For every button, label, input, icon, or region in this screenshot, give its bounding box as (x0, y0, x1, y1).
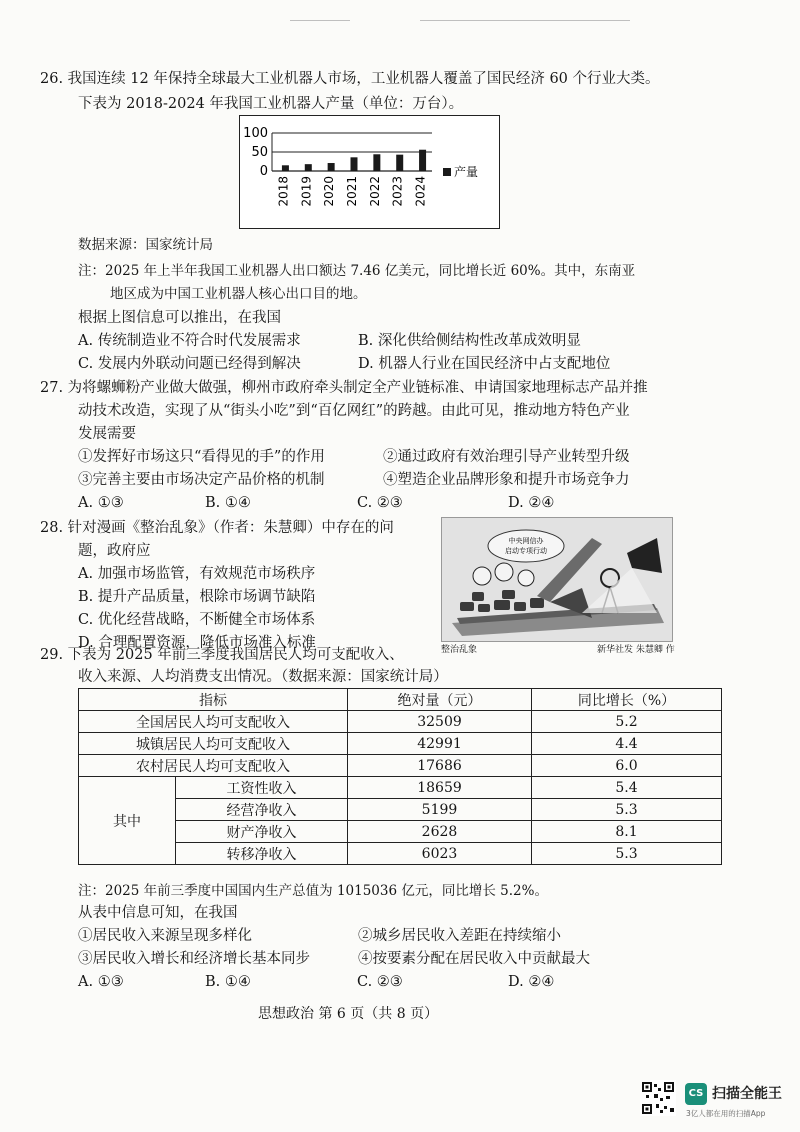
scan-edge-line (290, 20, 350, 21)
q29-line1: 29. 下表为 2025 年前三季度我国居民人均可支配收入、 (40, 647, 404, 663)
row-label: 全国居民人均可支配收入 (79, 711, 348, 733)
q26-stem: 根据上图信息可以推出，在我国 (78, 310, 281, 326)
q26-option-b[interactable]: B. 深化供给侧结构性改革成效明显 (358, 333, 581, 349)
table-row (79, 755, 722, 777)
cartoon-caption-right: 新华社发 朱慧卿 作 (597, 645, 675, 655)
camscanner-logo-icon: CS (685, 1083, 707, 1105)
q26-note-line1: 注：2025 年上半年我国工业机器人出口额达 7.46 亿美元，同比增长近 60%。其中，东南亚 (78, 263, 636, 279)
production-bar-chart (239, 115, 500, 229)
q27-line1: 27. 为将螺蛳粉产业做大做强，柳州市政府牵头制定全产业链标准、申请国家地理标志产品并推 (40, 380, 648, 396)
row-amount: 6023 (348, 843, 532, 865)
q29-option-a[interactable]: A. ①③ (78, 974, 124, 990)
q27-option-d[interactable]: D. ②④ (508, 495, 555, 511)
x-tick-label: 2021 (345, 176, 359, 207)
row-amount: 5199 (348, 799, 532, 821)
row-growth: 6.0 (532, 755, 722, 777)
row-label: 财产净收入 (176, 821, 348, 843)
q28-option-c[interactable]: C. 优化经营战略，不断健全市场体系 (78, 612, 316, 628)
bar-2020 (328, 163, 335, 171)
q29-item-4: ④按要素分配在居民收入中贡献最大 (358, 951, 590, 967)
row-label: 转移净收入 (176, 843, 348, 865)
q26-source: 数据来源：国家统计局 (78, 237, 213, 253)
table-row (79, 711, 722, 733)
q27-item-1: ①发挥好市场这只“看得见的手”的作用 (78, 449, 325, 465)
watermark-brand: 扫描全能王 (712, 1086, 782, 1102)
y-tick-label: 100 (243, 126, 268, 141)
cartoon-image (441, 517, 673, 642)
table-row (79, 843, 722, 865)
q29-option-d[interactable]: D. ②④ (508, 974, 555, 990)
x-tick-label: 2023 (390, 176, 405, 207)
q26-line2: 下表为 2018-2024 年我国工业机器人产量（单位：万台）。 (78, 96, 464, 112)
bar-2022 (373, 154, 380, 171)
row-growth: 4.4 (532, 733, 722, 755)
row-amount: 18659 (348, 777, 532, 799)
x-tick-label: 2022 (367, 176, 382, 207)
q29-stem: 从表中信息可知，在我国 (78, 905, 238, 921)
header-amount: 绝对量（元） (348, 689, 532, 711)
q29-option-c[interactable]: C. ②③ (357, 974, 403, 990)
income-table (78, 688, 722, 865)
cartoon-caption-left: 整治乱象 (441, 645, 478, 655)
q27-option-b[interactable]: B. ①④ (205, 495, 251, 511)
q26-note-line2: 地区成为中国工业机器人核心出口目的地。 (110, 286, 367, 302)
q27-item-2: ②通过政府有效治理引导产业转型升级 (383, 449, 630, 465)
q26-option-a[interactable]: A. 传统制造业不符合时代发展需求 (78, 333, 301, 349)
row-label: 经营净收入 (176, 799, 348, 821)
bar-2018 (282, 165, 289, 171)
row-label: 农村居民人均可支配收入 (79, 755, 348, 777)
table-row (79, 733, 722, 755)
row-growth: 5.3 (532, 799, 722, 821)
q29-item-2: ②城乡居民收入差距在持续缩小 (358, 928, 561, 944)
row-amount: 42991 (348, 733, 532, 755)
x-tick-label: 2019 (299, 176, 314, 207)
y-tick-label: 50 (251, 145, 268, 160)
row-amount: 17686 (348, 755, 532, 777)
page-footer: 思想政治 第 6 页（共 8 页） (258, 1006, 439, 1022)
q27-line2: 动技术改造，实现了从“街头小吃”到“百亿网红”的跨越。由此可见，推动地方特色产业 (78, 403, 630, 419)
q27-option-a[interactable]: A. ①③ (78, 495, 124, 511)
q28-line2: 题，政府应 (78, 543, 151, 559)
q27-item-4: ④塑造企业品牌形象和提升市场竞争力 (383, 472, 630, 488)
header-growth: 同比增长（%） (532, 689, 722, 711)
bar-2024 (419, 150, 426, 171)
x-tick-label: 2018 (276, 176, 291, 207)
q28-option-d[interactable]: D. 合理配置资源，降低市场准入标准 (78, 635, 316, 651)
chart-svg (240, 116, 499, 228)
header-indicator: 指标 (79, 689, 348, 711)
row-label: 城镇居民人均可支配收入 (79, 733, 348, 755)
q29-line2: 收入来源、人均消费支出情况。（数据来源：国家统计局） (78, 669, 448, 685)
row-growth: 5.3 (532, 843, 722, 865)
row-amount: 32509 (348, 711, 532, 733)
q29-item-1: ①居民收入来源呈现多样化 (78, 928, 252, 944)
watermark-subtitle: 3亿人都在用的扫描App (686, 1109, 766, 1118)
row-growth: 5.2 (532, 711, 722, 733)
bar-2019 (305, 164, 312, 171)
cartoon-illustration (442, 518, 672, 641)
q28-line1: 28. 针对漫画《整治乱象》（作者：朱慧卿）中存在的问 (40, 520, 394, 536)
table-row (79, 821, 722, 843)
q29-option-b[interactable]: B. ①④ (205, 974, 251, 990)
bar-2023 (396, 155, 403, 171)
row-growth: 5.4 (532, 777, 722, 799)
q29-note: 注：2025 年前三季度中国国内生产总值为 1015036 亿元，同比增长 5.2%。 (78, 883, 548, 899)
q26-option-d[interactable]: D. 机器人行业在国民经济中占支配地位 (358, 356, 611, 372)
table-row (79, 799, 722, 821)
q27-option-c[interactable]: C. ②③ (357, 495, 403, 511)
x-tick-label: 2020 (322, 176, 337, 207)
x-tick-label: 2024 (413, 176, 428, 207)
q28-option-b[interactable]: B. 提升产品质量，根除市场调节缺陷 (78, 589, 316, 605)
q27-item-3: ③完善主要由市场决定产品价格的机制 (78, 472, 325, 488)
cartoon-sign-line1: 中央网信办 (508, 537, 544, 545)
q29-item-3: ③居民收入增长和经济增长基本同步 (78, 951, 310, 967)
legend-label: 产量 (454, 165, 479, 179)
scan-edge-line (420, 20, 630, 21)
q28-option-a[interactable]: A. 加强市场监管，有效规范市场秩序 (78, 566, 316, 582)
bar-2021 (351, 157, 358, 171)
q27-line3: 发展需要 (78, 426, 136, 442)
row-label: 工资性收入 (176, 777, 348, 799)
table-header-row (79, 689, 722, 711)
row-growth: 8.1 (532, 821, 722, 843)
y-tick-label: 0 (259, 164, 268, 179)
group-label: 其中 (79, 777, 176, 865)
row-amount: 2628 (348, 821, 532, 843)
qr-code-icon (640, 1080, 676, 1116)
q26-line1: 26. 我国连续 12 年保持全球最大工业机器人市场，工业机器人覆盖了国民经济 60 个行业大类。 (40, 71, 660, 87)
cartoon-sign-line2: 启动专项行动 (505, 547, 547, 555)
table-row (79, 777, 722, 799)
q26-option-c[interactable]: C. 发展内外联动问题已经得到解决 (78, 356, 301, 372)
legend-swatch (443, 168, 451, 176)
